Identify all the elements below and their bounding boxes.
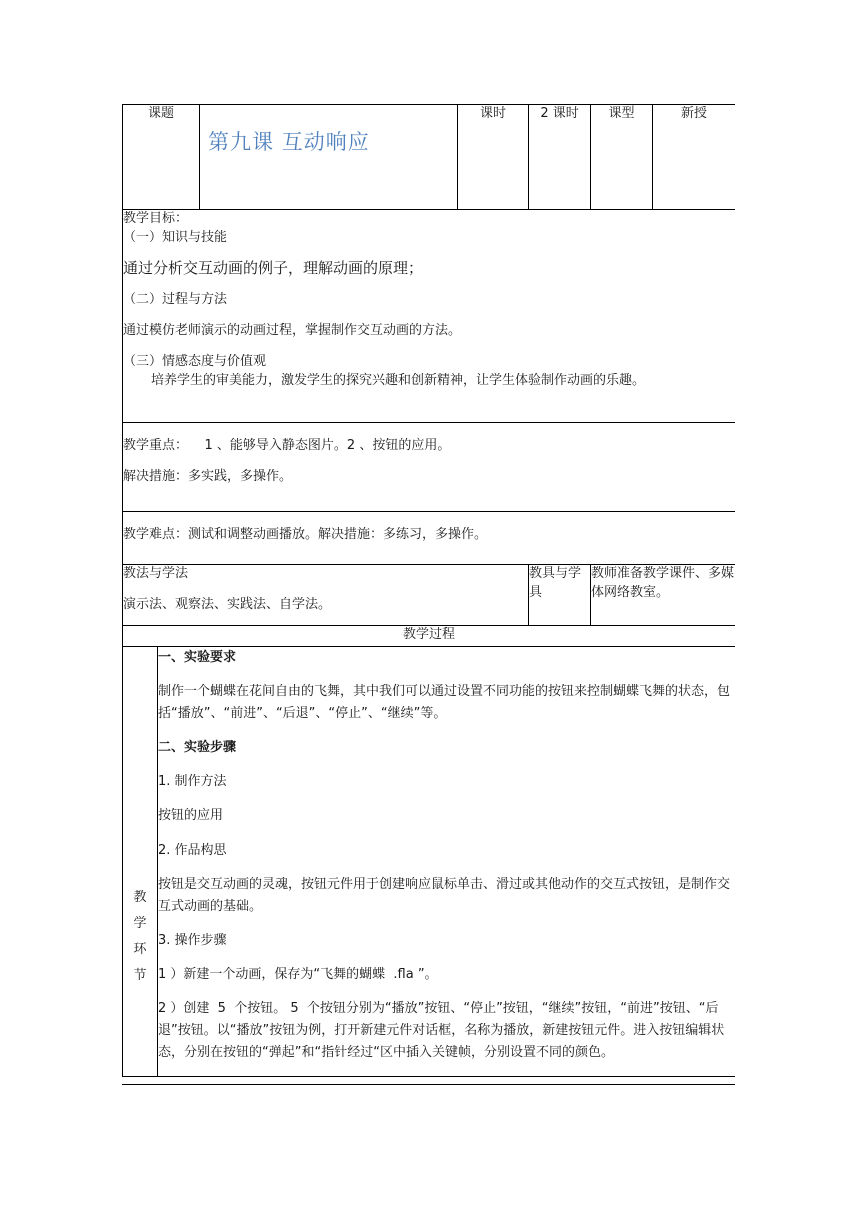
objective-2-title: （二）过程与方法 — [123, 292, 228, 308]
process-heading-row — [123, 626, 736, 647]
difficulty-text: 教学难点：测试和调整动画播放。解决措施：多练习，多操作。 — [123, 527, 488, 542]
objective-1-text: 通过分析交互动画的例子，理解动画的原理； — [123, 258, 424, 277]
objectives-cell — [123, 210, 736, 423]
objective-1-title: （一）知识与技能 — [123, 229, 228, 245]
side-char: 环 — [133, 941, 147, 957]
side-char: 教 — [133, 889, 147, 905]
step-operation-title: 3. 操作步骤 — [158, 932, 227, 948]
side-char: 学 — [133, 915, 147, 931]
lesson-plan-sheet — [122, 104, 735, 1085]
requirements-text: 制作一个蝴蝶在花间自由的飞舞，其中我们可以通过设置不同功能的按钮来控制蝴蝶飞舞的状态，包括“播放”、“前进”、“后退”、“停止”、“继续”等。 — [158, 684, 731, 722]
key-points-row — [123, 423, 736, 512]
type-label: 课型 — [591, 105, 653, 210]
title-cell — [200, 105, 458, 210]
step-method-text: 按钮的应用 — [158, 808, 224, 824]
process-heading: 教学过程 — [123, 626, 736, 647]
objective-3-text: 培养学生的审美能力，激发学生的探究兴趣和创新精神，让学生体验制作动画的乐趣。 — [151, 372, 646, 388]
key-points-measure: 解决措施：多实践，多操作。 — [123, 468, 293, 484]
objective-3-title: （三）情感态度与价值观 — [123, 354, 267, 370]
step-method-title: 1. 制作方法 — [158, 774, 227, 790]
header-row — [123, 105, 736, 210]
type-value: 新授 — [653, 105, 735, 210]
key-points-text: 教学重点： 1 、能够导入静态图片。2 、按钮的应用。 — [123, 438, 451, 453]
tools-value: 教师准备教学课件、多媒体网络教室。 — [591, 565, 735, 626]
lesson-title: 第九课 互动响应 — [208, 130, 370, 154]
operation-step-2: 2 ）创建 5 个按钮。 5 个按钮分别为“播放”按钮、“停止”按钮，“继续”按钮，“前进”按钮、“后退”按钮。以“播放”按钮为例，打开新建元件对话框，名称为播放，新建按钮元件。进入按钮编辑状态，分别在按钮的“弹起”和“指针经过“区中插入关键帧，分别设置不同的颜色。 — [158, 1001, 725, 1061]
process-side-label — [123, 647, 158, 1077]
difficulty-row — [123, 512, 736, 565]
section-heading-requirements: 一、实验要求 — [158, 650, 237, 665]
step-concept-text: 按钮是交互动画的灵魂，按钮元件用于创建响应鼠标单击、滑过或其他动作的交互式按钮，是制作交互式动画的基础。 — [158, 876, 731, 914]
lesson-plan-table — [122, 104, 735, 1077]
difficulty-cell — [123, 512, 736, 565]
hours-label: 课时 — [458, 105, 529, 210]
section-heading-steps: 二、实验步骤 — [158, 740, 237, 756]
objective-2-text: 通过模仿老师演示的动画过程，掌握制作交互动画的方法。 — [123, 323, 462, 339]
methods-row — [123, 565, 736, 626]
tools-label: 教具与学具 — [529, 565, 591, 626]
step-concept-title: 2. 作品构思 — [158, 842, 227, 858]
key-points-cell — [123, 423, 736, 512]
operation-step-1: 1 ）新建一个动画，保存为“飞舞的蝴蝶 .fla ”。 — [158, 966, 438, 982]
methods-label: 教法与学法 — [123, 566, 189, 581]
methods-cell — [123, 565, 529, 626]
side-char: 节 — [133, 967, 147, 983]
topic-label: 课题 — [123, 105, 200, 210]
process-row — [123, 647, 736, 1077]
hours-value: 2 课时 — [529, 105, 591, 210]
objectives-row — [123, 210, 736, 423]
process-content — [158, 647, 736, 1077]
objectives-heading: 教学目标： — [123, 211, 189, 226]
methods-value: 演示法、观察法、实践法、自学法。 — [123, 596, 332, 612]
